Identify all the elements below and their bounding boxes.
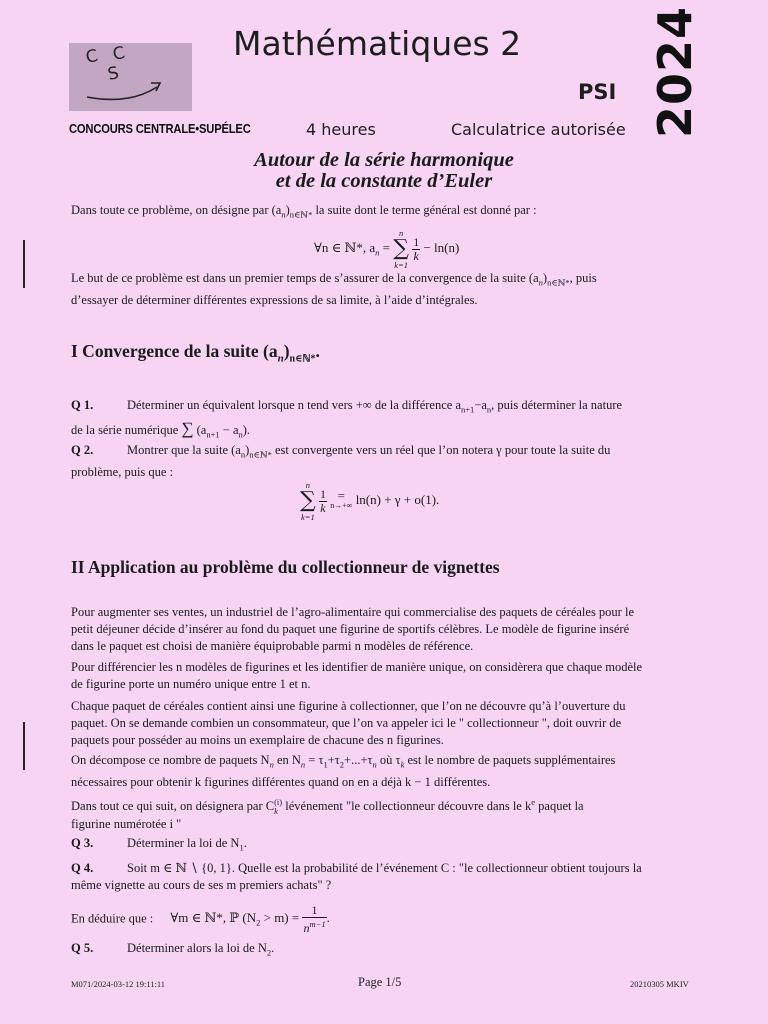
footer-reference: M071/2024-03-12 19:11:11 [71,979,166,989]
question-2: Q 2. Montrer que la suite $(a_n)_{n\in ℕ*}$ est convergente vers un réel que l’on notera γ pour toute la suite du problème, puis que : [71,443,611,479]
logo-arrow-icon [69,43,192,111]
question-2-formula: n ∑ k=1 $\frac{1}{k}$ = n→+∞ ln(n) + γ + o(1). [300,480,440,522]
footer-version: 20210305 MKIV [630,979,689,989]
question-1: Q 1. Déterminer un équivalent lorsque n tend vers +∞ de la différence $a_{n+1}-a_n$, puis déterminer la nature de la série numérique ∑ $(a_{n+1} - a_n)$. [71,398,623,439]
paragraph-4: On décompose ce nombre de paquets $N_n$ en $N_n = \tau_1+\tau_2+...+\tau_n$ où $\tau_k$ est le nombre de paquets supplémentaires nécessaires pour obtenir k figurines différentes quand on en a déjà k − 1 différentes. [71,753,616,789]
calculator-label: Calculatrice autorisée [451,120,626,139]
question-4-number: Q 4. [71,861,94,875]
question-4-formula: ∀m ∈ ℕ*, ℙ $(N_2 > m)$ = $\frac{1}{n^{m-1}}$ . [170,903,330,935]
section-2-title: II Application au problème du collectionneur de vignettes [71,557,500,577]
subtitle [0,150,768,192]
question-2-number: Q 2. [71,443,94,457]
organizer-name: CONCOURS CENTRALE•SUPÉLEC [69,121,251,136]
margin-bar-2 [23,722,25,770]
logo-letter-s: S [106,63,121,85]
logo [69,43,192,111]
margin-bar-1 [23,240,25,288]
intro-paragraph-2: Le but de ce problème est dans un premier temps de s’assurer de la convergence de la suite $(a_n)_{n\in ℕ*}$, puis d’essayer de déterminer différentes expressions de sa limite, à l’aide d’intégrales. [71,271,597,307]
intro-formula: ∀n ∈ ℕ*, $a_n$ = n ∑ k=1 $\frac{1}{k}$ − ln(n) [314,228,460,270]
logo-letter-c2: C [111,42,127,66]
question-1-number: Q 1. [71,398,94,412]
paragraph-5: Dans tout ce qui suit, on désignera par C (i) k lévénement "le collectionneur découvre dans le $k^e$ paquet la figurine numérotée i " [71,797,584,832]
question-4: Q 4. Soit m ∈ ℕ ∖ {0, 1}. Quelle est la probabilité de l’événement C : "le collectionneur obtient toujours la même vignette au cours de ses m premiers achats" ? [71,861,642,892]
intro-paragraph-1: Dans toute ce problème, on désigne par $(a_n)_{n\in ℕ*}$ la suite dont le terme général est donné par : [71,203,537,220]
year-label: 2024 [648,5,702,138]
duration-label: 4 heures [306,120,376,139]
paragraph-1: Pour augmenter ses ventes, un industriel de l’agro-alimentaire qui commercialise des paquets de céréales pour le petit déjeuner décide d’insérer au fond du paquet une figurine de sportifs célèbres. Le modèle de figurine inséré dans le paquet est choisi de manière équiprobable parmi n modèles de référence. [71,605,634,653]
question-5: Q 5. Déterminer alors la loi de $N_2$. [71,941,275,958]
question-3: Q 3. Déterminer la loi de $N_1$. [71,836,247,853]
sum-symbol: n ∑ k=1 [393,228,409,270]
section-1-title: I Convergence de la suite $(a_n)_{n\in ℕ*}$. [71,341,320,365]
question-3-number: Q 3. [71,836,94,850]
paragraph-2: Pour différencier les n modèles de figurines et les identifier de manière unique, on considèrera que chaque modèle de figurine porte un numéro unique entre 1 et n. [71,660,643,691]
page-title: Mathématiques 2 [233,24,522,63]
track-label: PSI [578,80,617,104]
question-4-deduction: En déduire que : ∀m ∈ ℕ*, ℙ $(N_2 > m)$ = $\frac{1}{n^{m-1}}$ . [71,903,330,935]
logo-letter-c1: C [84,45,100,69]
question-5-number: Q 5. [71,941,94,955]
subtitle-line2: et de la constante d’Euler [275,170,493,192]
subtitle-line1: Autour de la série harmonique [254,149,514,171]
page-number: Page 1/5 [358,975,402,989]
paragraph-3: Chaque paquet de céréales contient ainsi une figurine à collectionner, que l’on ne découvre qu’à l’ouverture du paquet. On se demande combien un consommateur, que l’on va appeler ici le " collectionneur ", doit ouvrir de paquets pour posséder au moins un exemplaire de chacune des n figurines. [71,699,626,747]
